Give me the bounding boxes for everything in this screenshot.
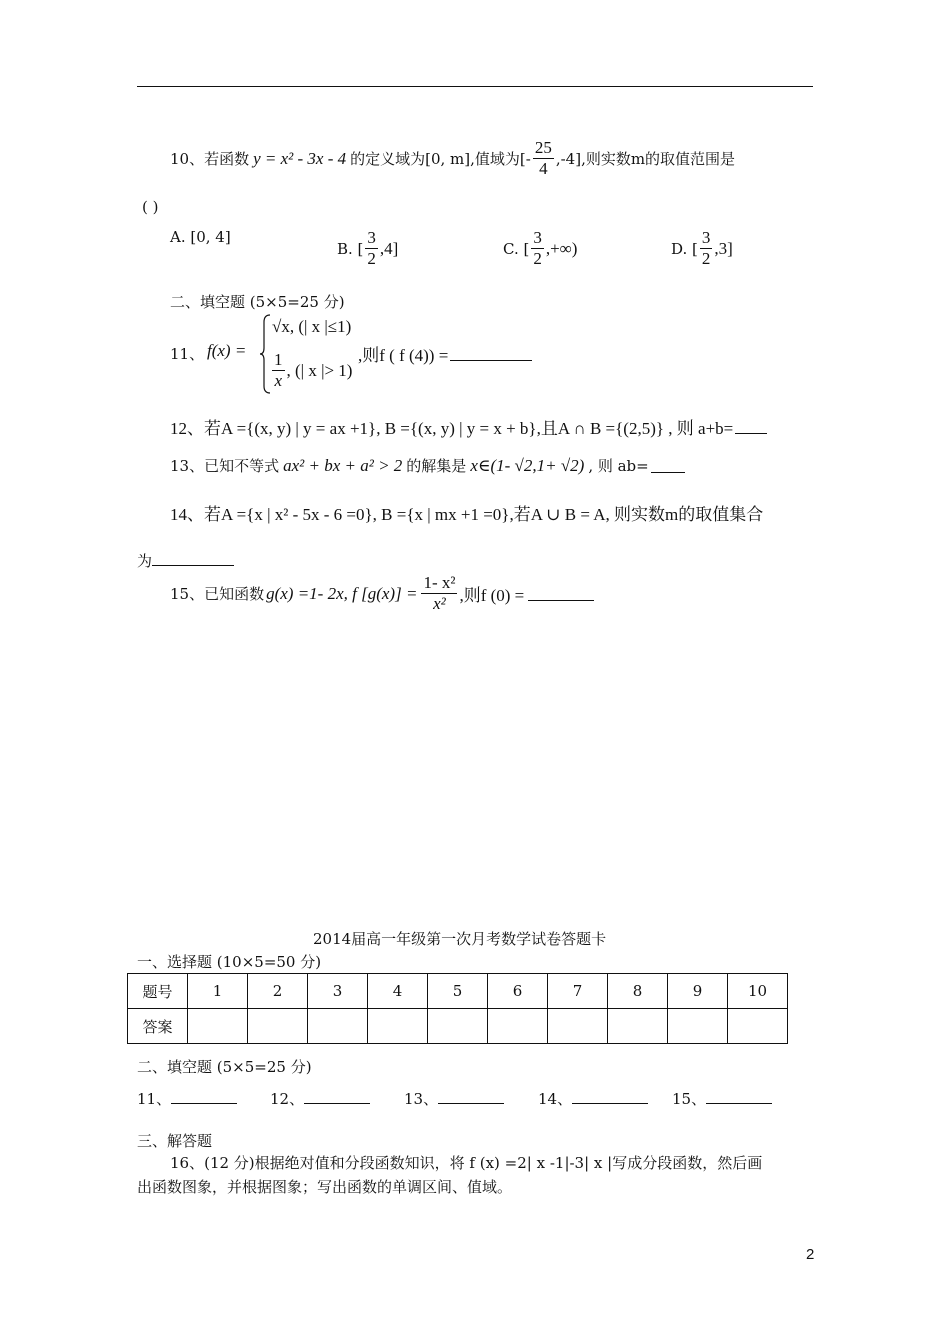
fill-label: 14、 <box>538 1090 573 1108</box>
header-rule <box>137 86 813 87</box>
q10-option-d-num: 3 <box>701 228 711 247</box>
answer-cell[interactable] <box>188 1009 248 1044</box>
q10-domain-text: 的定义域为[0, m],值域为[- <box>350 150 531 168</box>
answer-cell[interactable] <box>668 1009 728 1044</box>
q11-case2 <box>270 350 352 391</box>
answer-cell[interactable] <box>368 1009 428 1044</box>
q11-number: 11、 <box>170 345 205 363</box>
q10-option-c-tail: ,+∞) <box>545 238 578 258</box>
q10-option-b-tail: ,4] <box>379 238 399 258</box>
answer-cell[interactable] <box>728 1009 788 1044</box>
q10-range-end: ,-4] <box>555 149 582 168</box>
q14-line2 <box>137 550 234 571</box>
q13-text-b: 的解集是 <box>406 457 467 475</box>
q10-option-a-label: A. [0, 4] <box>170 228 231 246</box>
q10-option-b <box>337 228 398 269</box>
answer-grid-number: 7 <box>548 974 608 1009</box>
answer-grid <box>127 973 788 1044</box>
question-10-line1 <box>170 138 735 179</box>
fill-blank[interactable] <box>706 1089 772 1104</box>
answer-grid-number: 10 <box>728 974 788 1009</box>
answer-grid-number: 9 <box>668 974 728 1009</box>
q15-prefix: 15、已知函数 <box>170 585 265 603</box>
page-number: 2 <box>806 1246 815 1263</box>
q10-option-c-fraction <box>531 228 544 269</box>
fill-slot-11 <box>137 1088 237 1109</box>
fill-slot-14 <box>538 1088 648 1109</box>
q13-text-c: , 则 ab= <box>588 457 649 475</box>
q12-answer-blank <box>735 419 767 434</box>
answer-grid-number: 1 <box>188 974 248 1009</box>
fill-label: 13、 <box>404 1090 439 1108</box>
answer-grid-answer-row <box>128 1009 788 1044</box>
fill-blank[interactable] <box>304 1089 370 1104</box>
answer-grid-number-row <box>128 974 788 1009</box>
q10-option-b-fraction <box>365 228 378 269</box>
q14-line2-text: 为 <box>137 552 153 570</box>
q12-line <box>170 414 767 439</box>
q10-option-d-label: D. [ <box>671 239 698 258</box>
q10-fraction-den: 4 <box>539 159 548 178</box>
fill-slot-13 <box>404 1088 504 1109</box>
q15-math: g(x) =1- 2x, f [g(x)] = <box>266 583 418 603</box>
q13-math: ax² + bx + a² > 2 <box>283 455 403 475</box>
answer-card-section1: 一、选择题 (10×5=50 分) <box>137 953 322 971</box>
fill-label: 15、 <box>672 1090 707 1108</box>
q11-case1: √x, (| x |≤1) <box>272 317 352 336</box>
answer-cell[interactable] <box>428 1009 488 1044</box>
answer-grid-number: 3 <box>308 974 368 1009</box>
answer-grid-number: 2 <box>248 974 308 1009</box>
q10-option-d-fraction <box>700 228 713 269</box>
fill-blank[interactable] <box>171 1089 237 1104</box>
q14-line1: 14、若A ={x | x² - 5x - 6 =0}, B ={x | mx +1 =0},若A ∪ B = A, 则实数m的取值集合 <box>170 505 764 524</box>
q14-answer-blank <box>152 551 234 566</box>
q11-tail <box>358 341 532 366</box>
answer-grid-row1-header: 题号 <box>128 974 188 1009</box>
fill-label: 11、 <box>137 1090 172 1108</box>
answer-card-title: 2014届高一年级第一次月考数学试卷答题卡 <box>313 930 607 948</box>
q13-solution-set: x∈(1- √2,1+ √2) <box>470 455 585 475</box>
q10-prefix: 10、若函数 <box>170 150 250 168</box>
answer-cell[interactable] <box>548 1009 608 1044</box>
answer-grid-number: 4 <box>368 974 428 1009</box>
q16-line1: 16、(12 分)根据绝对值和分段函数知识，将 f (x) =2| x -1|-3| x |写成分段函数，然后画 <box>170 1154 763 1172</box>
q10-fraction-num: 25 <box>534 138 552 157</box>
fill-blank[interactable] <box>438 1089 504 1104</box>
answer-grid-number: 6 <box>488 974 548 1009</box>
q15-fraction-num: 1- x² <box>423 573 456 592</box>
q13-text-a: 13、已知不等式 <box>170 457 280 475</box>
fill-label: 12、 <box>270 1090 305 1108</box>
q11-case2-cond: , (| x |> 1) <box>286 360 353 380</box>
q10-option-b-label: B. [ <box>337 239 364 258</box>
fill-blank[interactable] <box>572 1089 648 1104</box>
answer-grid-number: 8 <box>608 974 668 1009</box>
q11-tail-text: ,则f ( f (4)) = <box>358 346 449 365</box>
q13-answer-blank <box>651 458 685 473</box>
q10-option-a <box>170 228 231 246</box>
q15-answer-blank <box>528 586 594 601</box>
fill-slot-15 <box>672 1088 772 1109</box>
q15-fraction <box>421 573 457 614</box>
q10-option-d-den: 2 <box>701 249 711 268</box>
q12-text: 12、若A ={(x, y) | y = ax +1}, B ={(x, y) | y = x + b},且A ∩ B ={(2,5)} , 则 a+b= <box>170 419 734 438</box>
answer-cell[interactable] <box>308 1009 368 1044</box>
q10-option-c-den: 2 <box>533 249 542 268</box>
q10-option-d-tail: ,3] <box>714 238 733 258</box>
section2-title: 二、填空题 (5×5=25 分) <box>170 293 345 311</box>
answer-grid-number: 5 <box>428 974 488 1009</box>
q10-option-c-num: 3 <box>533 228 542 247</box>
q13-line <box>170 455 685 476</box>
q11-answer-blank <box>450 346 532 361</box>
q10-option-d <box>671 228 733 269</box>
q11-lhs: f(x) = <box>207 341 247 360</box>
q10-option-b-den: 2 <box>367 249 376 268</box>
q11-case2-fraction <box>272 350 285 391</box>
fill-slot-12 <box>270 1088 370 1109</box>
answer-cell[interactable] <box>488 1009 548 1044</box>
q11-case2-num: 1 <box>274 350 283 369</box>
answer-grid-row2-header: 答案 <box>128 1009 188 1044</box>
q10-suffix: ,则实数m的取值范围是 <box>581 150 736 168</box>
q10-fraction <box>533 138 554 179</box>
q15-line <box>170 573 594 614</box>
q10-option-c-label: C. [ <box>503 239 530 258</box>
answer-cell[interactable] <box>248 1009 308 1044</box>
q15-fraction-den: x² <box>433 594 446 613</box>
q10-option-c <box>503 228 577 269</box>
answer-card-section3: 三、解答题 <box>137 1132 213 1150</box>
q10-answer-paren: ( ) <box>142 198 159 216</box>
answer-cell[interactable] <box>608 1009 668 1044</box>
q15-tail: ,则f (0) = <box>459 586 525 605</box>
q10-function: y = x² - 3x - 4 <box>253 148 347 168</box>
q16-line2: 出函数图象，并根据图象；写出函数的单调区间、值域。 <box>137 1178 513 1196</box>
answer-card-section2: 二、填空题 (5×5=25 分) <box>137 1058 312 1076</box>
q11-case2-den: x <box>274 371 283 390</box>
q10-option-b-num: 3 <box>367 228 376 247</box>
